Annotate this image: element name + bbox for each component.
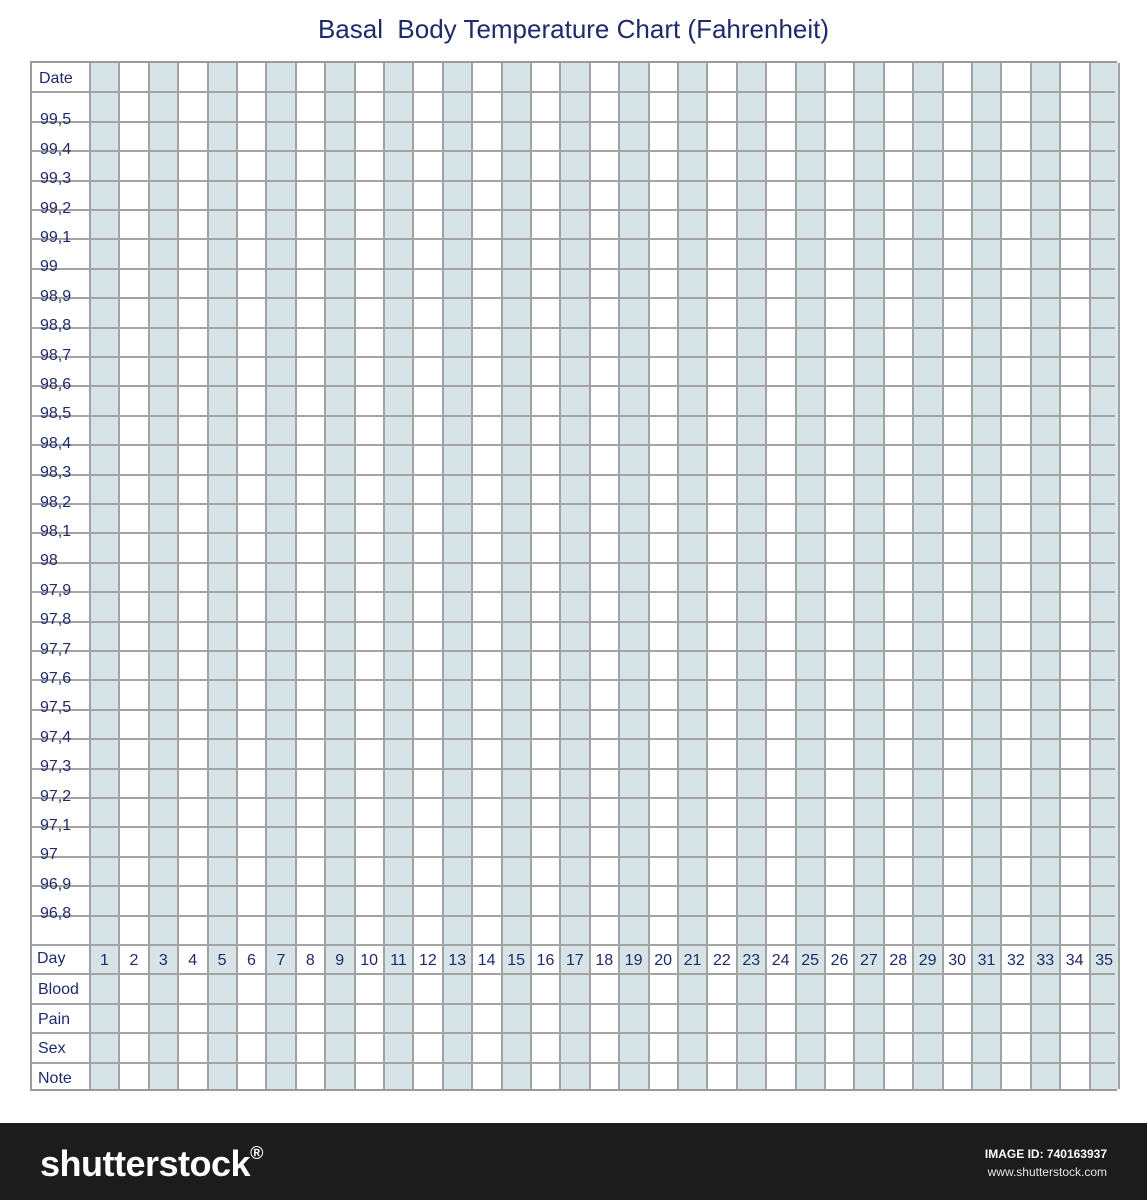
day-number: 3: [158, 952, 168, 969]
brand-text: shutterstock: [40, 1143, 251, 1184]
temperature-label: 97,5: [40, 699, 72, 717]
grid-hline: [32, 415, 1115, 417]
shaded-column: [502, 63, 531, 1089]
grid-hline: [32, 180, 1115, 182]
day-number: 13: [448, 952, 467, 969]
day-number: 28: [889, 952, 908, 969]
temperature-label: 97,3: [40, 758, 72, 776]
day-number: 10: [360, 952, 378, 969]
grid-vline: [795, 63, 797, 1089]
shaded-column: [443, 63, 472, 1089]
grid-vline: [530, 63, 532, 1089]
temperature-label: 98,4: [40, 434, 72, 452]
day-number: 34: [1065, 952, 1084, 969]
day-number: 30: [948, 952, 966, 969]
grid-hline: [32, 209, 1115, 211]
shaded-column: [384, 63, 413, 1089]
grid-hline: [32, 621, 1115, 623]
day-number: 33: [1036, 952, 1055, 969]
grid-vline: [471, 63, 473, 1089]
grid-vline: [853, 63, 855, 1089]
day-number: 27: [859, 952, 878, 969]
stock-footer: [0, 1123, 1147, 1200]
temperature-label: 99,1: [40, 229, 72, 246]
grid-hline: [32, 91, 1115, 93]
temperature-label: 98,7: [40, 346, 72, 364]
day-number: 5: [217, 952, 227, 969]
grid-hline: [32, 150, 1115, 152]
grid-hline: [32, 562, 1115, 564]
grid-hline: [32, 356, 1115, 358]
grid-hline: [32, 856, 1115, 858]
temperature-label: 97,9: [40, 581, 72, 599]
shaded-column: [737, 63, 766, 1089]
grid-vline: [236, 63, 238, 1089]
bottom-row-label: Sex: [38, 1040, 66, 1058]
grid-vline: [501, 63, 503, 1089]
grid-vline: [971, 63, 973, 1089]
temperature-label: 99,4: [40, 140, 72, 158]
day-number: 24: [771, 952, 790, 969]
shaded-column: [560, 63, 589, 1089]
day-number: 17: [565, 952, 584, 969]
grid-vline: [383, 63, 385, 1089]
grid-hline: [32, 503, 1115, 505]
day-number: 14: [477, 952, 496, 969]
day-number: 7: [276, 952, 286, 969]
grid-vline: [706, 63, 708, 1089]
bottom-row-label: Note: [38, 1069, 72, 1087]
day-number: 35: [1095, 952, 1113, 969]
grid-hline: [32, 1032, 1115, 1034]
day-number: 12: [418, 952, 437, 969]
temperature-label: 97,6: [40, 670, 72, 687]
grid-hline: [32, 826, 1115, 828]
day-number: 8: [305, 952, 315, 969]
temperature-label: 98,1: [40, 523, 72, 540]
grid-vline: [354, 63, 356, 1089]
grid-vline: [883, 63, 885, 1089]
day-number: 18: [595, 952, 614, 969]
grid-hline: [32, 1003, 1115, 1005]
grid-vline: [442, 63, 444, 1089]
grid-vline: [912, 63, 914, 1089]
temperature-label: 98,5: [40, 405, 72, 423]
image-id-label: IMAGE ID:: [984, 1147, 1044, 1161]
bottom-row-label: Pain: [38, 1010, 71, 1028]
shaded-column: [796, 63, 825, 1089]
grid-vline: [1118, 63, 1120, 1089]
grid-vline: [1059, 63, 1061, 1089]
temperature-label: 96,8: [40, 905, 72, 923]
grid-vline: [148, 63, 150, 1089]
temperature-label: 98,2: [40, 493, 72, 511]
temperature-label: 98,6: [40, 376, 72, 393]
grid-hline: [32, 444, 1115, 446]
grid-vline: [295, 63, 297, 1089]
grid-hline: [32, 738, 1115, 740]
grid-vline: [648, 63, 650, 1089]
temperature-label: 97,1: [40, 817, 72, 834]
shaded-column: [854, 63, 883, 1089]
day-number: 25: [801, 952, 819, 969]
temperature-label: 98,9: [40, 287, 72, 305]
site-url: www.shutterstock.com: [987, 1165, 1107, 1179]
grid-hline: [32, 121, 1115, 123]
shaded-column: [208, 63, 237, 1089]
grid-vline: [1089, 63, 1091, 1089]
grid-hline: [32, 385, 1115, 387]
grid-hline: [32, 885, 1115, 887]
day-number: 29: [918, 952, 937, 969]
temperature-label: 98,8: [40, 317, 72, 335]
grid-hline: [32, 532, 1115, 534]
grid-vline: [559, 63, 561, 1089]
day-number: 9: [335, 952, 345, 969]
temperature-label: 97,2: [40, 787, 72, 805]
grid-vline: [324, 63, 326, 1089]
temperature-label: 97: [40, 846, 58, 864]
grid-hline: [32, 238, 1115, 240]
grid-vline: [589, 63, 591, 1089]
grid-vline: [824, 63, 826, 1089]
shaded-column: [913, 63, 942, 1089]
grid-vline: [942, 63, 944, 1089]
day-number: 4: [188, 952, 198, 969]
day-number: 15: [507, 952, 525, 969]
brand-mark: ®: [250, 1143, 263, 1163]
grid-hline: [32, 327, 1115, 329]
temperature-label: 97,8: [40, 611, 72, 629]
grid-hline: [32, 797, 1115, 799]
grid-hline: [32, 268, 1115, 270]
temperature-label: 98,3: [40, 464, 72, 482]
grid-hline: [32, 915, 1115, 917]
brand-logo: [40, 1143, 263, 1185]
shaded-column: [266, 63, 295, 1089]
temperature-label: 97,7: [40, 640, 72, 658]
grid-vline: [618, 63, 620, 1089]
grid-vline: [1030, 63, 1032, 1089]
temperature-chart-grid: [30, 61, 1117, 1091]
grid-hline: [32, 591, 1115, 593]
temperature-label: 96,9: [40, 875, 72, 893]
grid-vline: [118, 63, 120, 1089]
grid-vline: [1000, 63, 1002, 1089]
day-number: 2: [129, 952, 139, 969]
day-number: 32: [1006, 952, 1025, 969]
grid-hline: [32, 679, 1115, 681]
shaded-column: [678, 63, 707, 1089]
shaded-column: [149, 63, 178, 1089]
label-divider: [89, 63, 91, 1089]
grid-hline: [32, 650, 1115, 652]
date-row-label: Date: [39, 70, 73, 87]
grid-vline: [177, 63, 179, 1089]
grid-hline: [32, 709, 1115, 711]
grid-vline: [677, 63, 679, 1089]
day-row-label: Day: [37, 950, 66, 967]
day-number: 20: [654, 952, 672, 969]
grid-hline: [32, 768, 1115, 770]
shaded-column: [619, 63, 648, 1089]
grid-vline: [765, 63, 767, 1089]
image-id-value: 740163937: [1046, 1147, 1107, 1161]
shaded-column: [1090, 63, 1119, 1089]
day-number: 16: [536, 952, 555, 969]
temperature-label: 99,5: [40, 111, 72, 129]
temperature-label: 98: [40, 552, 58, 570]
day-number: 6: [247, 952, 256, 969]
day-number: 11: [390, 952, 407, 969]
temperature-label: 99,2: [40, 199, 72, 217]
day-number: 31: [977, 952, 996, 969]
grid-hline: [32, 944, 1115, 946]
grid-vline: [412, 63, 414, 1089]
day-number: 23: [742, 952, 761, 969]
grid-hline: [32, 474, 1115, 476]
image-id-block: [985, 1145, 1107, 1181]
shaded-column: [972, 63, 1001, 1089]
shaded-column: [1031, 63, 1060, 1089]
grid-hline: [32, 973, 1115, 975]
temperature-label: 97,4: [40, 728, 72, 746]
grid-vline: [736, 63, 738, 1089]
day-number: 19: [624, 952, 643, 969]
day-number: 1: [100, 952, 109, 969]
grid-hline: [32, 1062, 1115, 1064]
shaded-column: [325, 63, 354, 1089]
day-number: 26: [830, 952, 849, 969]
grid-vline: [207, 63, 209, 1089]
temperature-label: 99,3: [40, 170, 72, 188]
grid-hline: [32, 297, 1115, 299]
shaded-column: [90, 63, 119, 1089]
bottom-row-label: Blood: [38, 981, 79, 999]
grid-vline: [265, 63, 267, 1089]
day-number: 21: [683, 952, 702, 969]
temperature-label: 99: [40, 258, 58, 276]
day-number: 22: [712, 952, 731, 969]
page-title: Basal Body Temperature Chart (Fahrenheit): [317, 14, 830, 44]
